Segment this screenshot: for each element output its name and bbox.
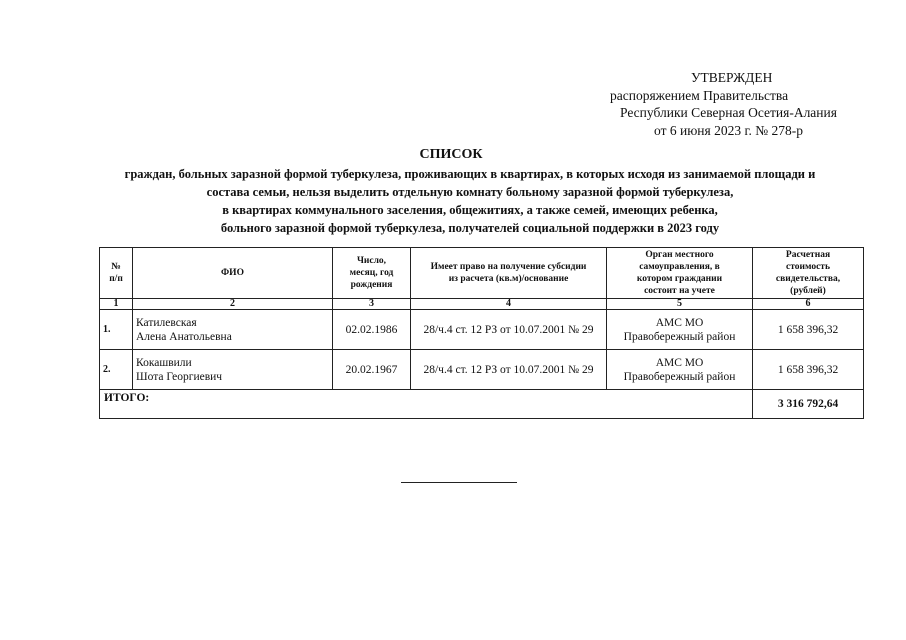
header-basis [411, 248, 607, 299]
org-cell [607, 350, 753, 390]
header-org-line: состоит на учете [644, 286, 715, 296]
document-title [90, 145, 850, 237]
header-amount-line: стоимость [786, 262, 830, 272]
header-amount-line: свидетельства, [775, 274, 841, 284]
title-main: СПИСОК [419, 147, 483, 162]
header-birth [333, 248, 411, 299]
org-line: Правобережный район [623, 370, 736, 383]
amount-cell: 1 658 396,32 [753, 350, 864, 390]
column-number: 2 [133, 299, 333, 310]
birth-date: 20.02.1967 [333, 350, 411, 390]
column-number: 1 [100, 299, 133, 310]
header-fio: ФИО [133, 248, 333, 299]
column-number: 6 [753, 299, 864, 310]
total-label: ИТОГО: [100, 390, 753, 419]
fio-cell [133, 350, 333, 390]
amount-cell: 1 658 396,32 [753, 310, 864, 350]
total-row [100, 390, 864, 419]
total-amount: 3 316 792,64 [753, 390, 864, 419]
org-cell [607, 310, 753, 350]
header-birth-line: Число, [356, 256, 387, 266]
row-number: 1. [100, 310, 133, 350]
column-number: 3 [333, 299, 411, 310]
org-line: АМС МО [655, 316, 704, 329]
approval-line-order: распоряжением Правительства [610, 87, 789, 103]
header-num-line: № [111, 262, 121, 272]
header-num [100, 248, 133, 299]
column-number: 4 [411, 299, 607, 310]
approval-line-republic: Республики Северная Осетия-Алания [620, 105, 837, 120]
recipients-table [99, 247, 864, 419]
header-basis-line: Имеет право на получение субсидии [430, 262, 587, 272]
header-amount-line: (рублей) [790, 286, 826, 296]
approval-line-approved: УТВЕРЖДЕН [691, 70, 773, 85]
fio-name: Алена Анатольевна [136, 330, 232, 343]
org-line: АМС МО [655, 356, 704, 369]
org-line: Правобережный район [623, 330, 736, 343]
header-org-line: самоуправления, в [639, 262, 720, 272]
header-org-line: Орган местного [645, 250, 714, 260]
header-amount [753, 248, 864, 299]
basis-cell: 28/ч.4 ст. 12 РЗ от 10.07.2001 № 29 [411, 310, 607, 350]
title-line-4: больного заразной формой туберкулеза, получателей социальной поддержки в 2023 году [220, 221, 720, 235]
table-row [100, 310, 864, 350]
header-birth-line: месяц, год [349, 268, 394, 278]
column-number-row [100, 299, 864, 310]
table-row [100, 350, 864, 390]
footer-divider [401, 482, 517, 483]
approval-line-date: от 6 июня 2023 г. № 278-р [654, 122, 803, 138]
fio-surname: Катилевская [136, 316, 197, 329]
table-header-row [100, 248, 864, 299]
header-basis-line: из расчета (кв.м)/основание [448, 274, 569, 284]
basis-cell: 28/ч.4 ст. 12 РЗ от 10.07.2001 № 29 [411, 350, 607, 390]
birth-date: 02.02.1986 [333, 310, 411, 350]
fio-cell [133, 310, 333, 350]
column-number: 5 [607, 299, 753, 310]
header-org-line: котором граждании [636, 274, 723, 284]
title-line-2: состава семьи, нельзя выделить отдельную комнату больному заразной формой туберкулеза, [206, 185, 734, 199]
fio-surname: Кокашвили [136, 356, 192, 369]
header-birth-line: рождения [350, 280, 393, 290]
title-line-3: в квартирах коммунального заселения, общежитиях, а также семей, имеющих ребенка, [222, 203, 718, 217]
fio-name: Шота Георгиевич [136, 370, 223, 383]
approval-block [600, 69, 865, 139]
header-num-line: п/п [109, 274, 123, 284]
header-org [607, 248, 753, 299]
title-line-1: граждан, больных заразной формой туберкулеза, проживающих в квартирах, в которых исходя из занимаемой площади и [124, 167, 816, 181]
header-amount-line: Расчетная [785, 250, 831, 260]
row-number: 2. [100, 350, 133, 390]
